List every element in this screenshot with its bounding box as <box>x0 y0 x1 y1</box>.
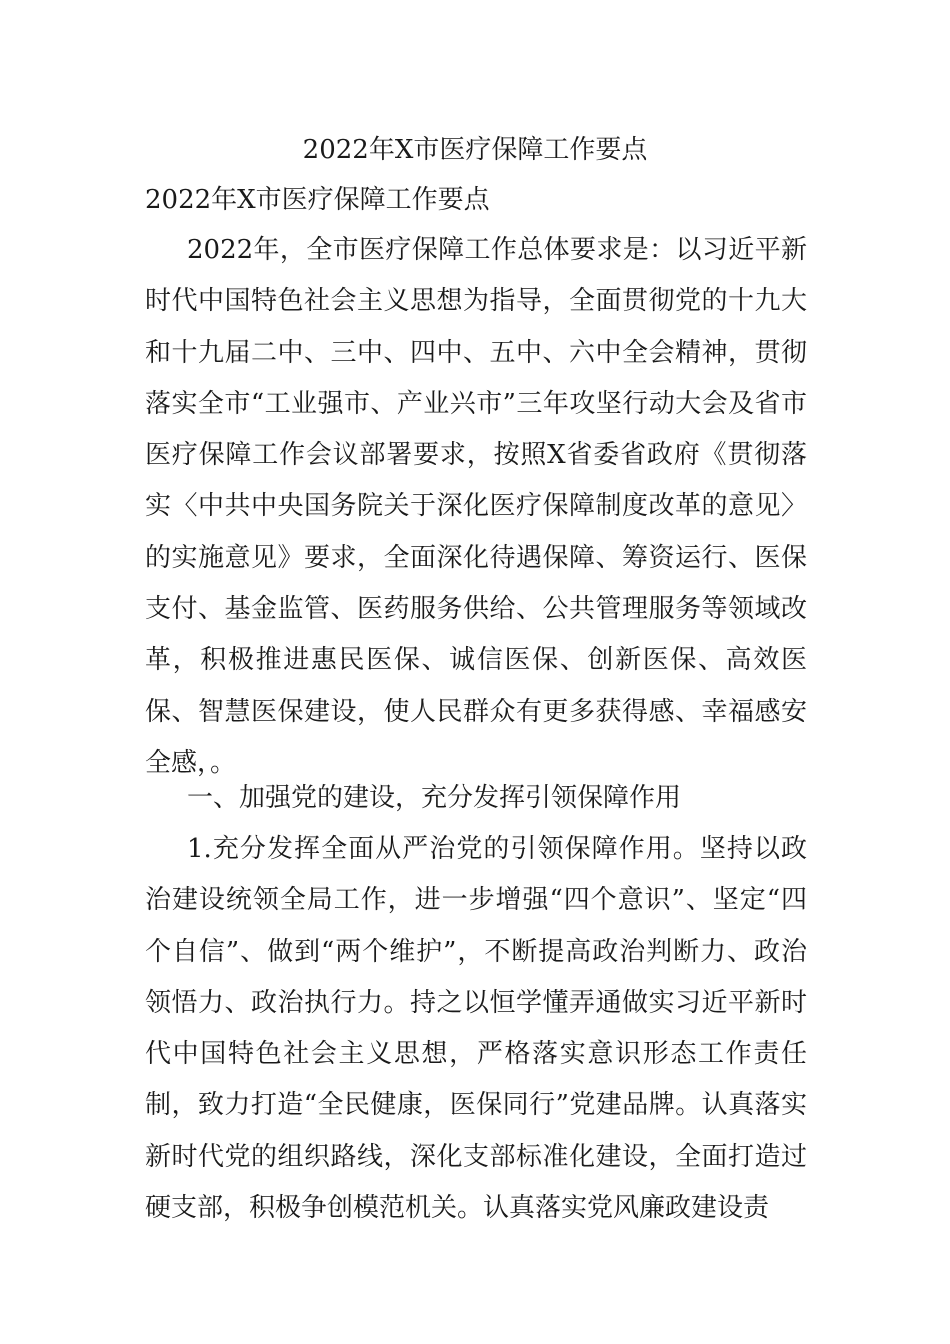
section-heading: 一、加强党的建设，充分发挥引领保障作用 <box>187 783 682 813</box>
document-title: 2022年X市医疗保障工作要点 <box>302 135 648 165</box>
document-subtitle: 2022年X市医疗保障工作要点 <box>145 185 490 215</box>
intro-paragraph: 2022年，全市医疗保障工作总体要求是：以习近平新时代中国特色社会主义思想为指导，全面贯彻党的十九大和十九届二中、三中、四中、五中、六中全会精神，贯彻落实全市“工业强市、产业兴市”三年攻坚行动大会及省市医疗保障工作会议部署要求，按照X省委省政府《贯彻落实〈中共中央国务院关于深化医疗保障制度改革的意见〉的实施意见》要求，全面深化待遇保障、筹资运行、医保支付、基金监管、医药服务供给、公共管理服务等领域改革，积极推进惠民医保、诚信医保、创新医保、高效医保、智慧医保建设，使人民群众有更多获得感、幸福感安全感，。 <box>145 235 807 778</box>
body-paragraph: 1.充分发挥全面从严治党的引领保障作用。坚持以政治建设统领全局工作，进一步增强“四个意识”、坚定“四个自信”、做到“两个维护”，不断提高政治判断力、政治领悟力、政治执行力。持之以恒学懂弄通做实习近平新时代中国特色社会主义思想，严格落实意识形态工作责任制，致力打造“全民健康，医保同行”党建品牌。认真落实新时代党的组织路线，深化支部标准化建设，全面打造过硬支部，积极争创模范机关。认真落实党风廉政建设责 <box>145 834 807 1224</box>
